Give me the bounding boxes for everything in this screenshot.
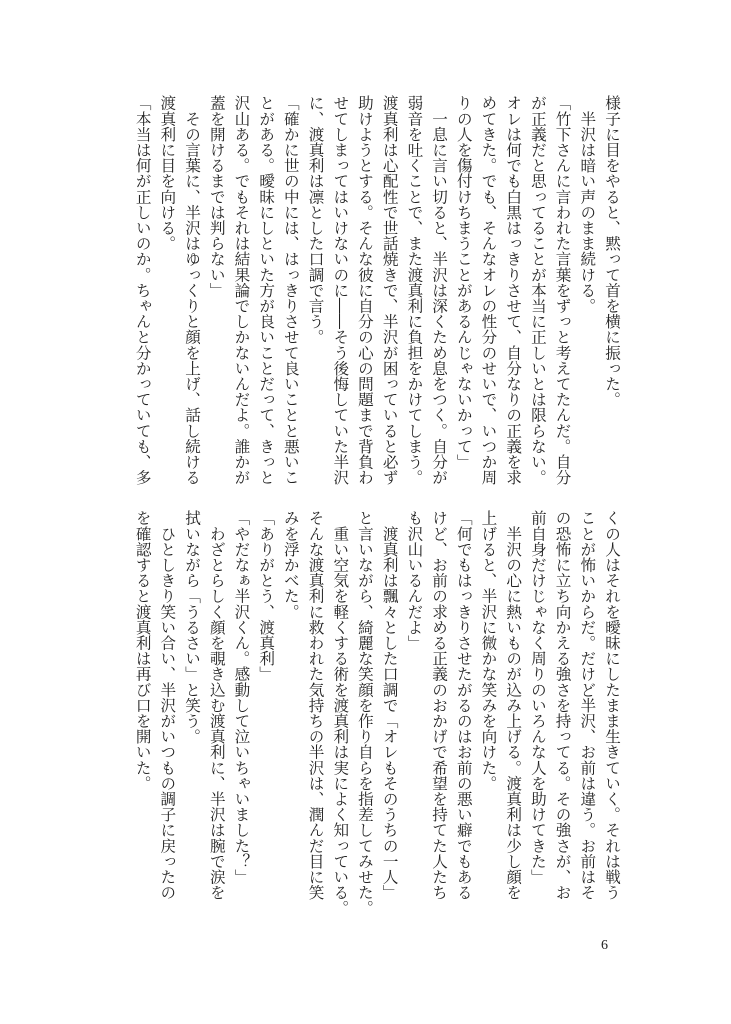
- text-line: 「何でもはっきりさせたがるのはお前の悪い癖でもある: [454, 510, 473, 900]
- text-line: 蓋を開けるまでは判らない」: [207, 95, 226, 298]
- text-line: 渡真利は飄々とした口調で「オレもそのうちの一人」: [380, 510, 399, 900]
- text-line: 一息に言い切ると、半沢は深くため息をつく。自分が: [430, 95, 449, 485]
- text-line: 前自身だけじゃなく周りのいろんな人を助けてきた」: [528, 510, 547, 885]
- page-number: 6: [601, 938, 608, 953]
- text-line: そんな渡真利に救われた気持ちの半沢は、潤んだ目に笑: [306, 510, 325, 900]
- text-line: 「本当は何が正しいのか。ちゃんと分かっていても、多: [133, 95, 152, 485]
- text-line: と言いながら、綺麗な笑顔を作り自らを指差してみせた。: [355, 510, 374, 916]
- text-line: その言葉に、半沢はゆっくりと顔を上げ、話し続ける: [183, 95, 202, 485]
- text-line: 沢山ある。でもそれは結果論でしかないんだよ。誰かが: [232, 95, 251, 485]
- text-line: せてしまってはいけないのに――そう後悔していた半沢: [331, 95, 350, 485]
- text-line: オレは何でも白黒はっきりさせて、自分なりの正義を求: [504, 95, 523, 485]
- text-line: 弱音を吐くことで、また渡真利に負担をかけてしまう。: [405, 95, 424, 485]
- text-line: 拭いながら「うるさい」と笑う。: [183, 510, 202, 744]
- text-line: ひとしきり笑い合い、半沢がいつもの調子に戻ったの: [158, 510, 177, 900]
- text-line: 上げると、半沢に微かな笑みを向けた。: [479, 510, 498, 791]
- text-line: めてきた。でも、そんなオレの性分のせいで、いつか周: [479, 95, 498, 485]
- text-block-lower: [130, 510, 624, 916]
- text-line: 様子に目をやると、黙って首を横に振った。: [603, 95, 621, 407]
- text-line: 半沢は暗い声のまま続ける。: [578, 95, 597, 314]
- text-line: 「やだなぁ半沢くん。感動して泣いちゃいました？」: [232, 510, 251, 885]
- text-line: りの人を傷付けちまうことがあるんじゃないかって」: [454, 95, 473, 470]
- text-line: みを浮かべた。: [281, 510, 300, 620]
- text-line: に、渡真利は凛とした口調で言う。: [306, 95, 325, 345]
- text-line: けど、お前の求める正義のおかげで希望を持てた人たち: [430, 510, 449, 900]
- text-line: 「ありがとう、渡真利」: [257, 510, 276, 682]
- text-line: の恐怖に立ち向かえる強さを持ってる。その強さが、お: [553, 510, 572, 900]
- text-line: が正義だと思ってることが本当に正しいとは限らない。: [528, 95, 547, 485]
- text-line: とがある。曖昧にしといた方が良いことだって、きっと: [257, 95, 276, 485]
- text-line: くの人はそれを曖昧にしたまま生きていく。それは戦う: [603, 510, 621, 900]
- text-line: 助けようとする。そんな彼に自分の心の問題まで背負わ: [355, 95, 374, 485]
- text-line: 「竹下さんに言われた言葉をずっと考えてたんだ。自分: [553, 95, 572, 485]
- text-line: を確認すると渡真利は再び口を開いた。: [133, 510, 152, 791]
- text-line: わざとらしく顔を覗き込む渡真利に、半沢は腕で涙を: [207, 510, 226, 900]
- text-line: 「確かに世の中には、はっきりさせて良いことと悪いこ: [281, 95, 300, 485]
- text-line: 渡真利は心配性で世話焼きで、半沢が困っていると必ず: [380, 95, 399, 485]
- text-line: ことが怖いからだ。だけど半沢、お前は違う。お前はそ: [578, 510, 597, 900]
- text-block-upper: [130, 95, 624, 497]
- text-line: 半沢の心に熱いものが込み上げる。渡真利は少し顔を: [504, 510, 523, 900]
- text-line: 渡真利に目を向ける。: [158, 95, 177, 251]
- text-line: 重い空気を軽くする術を渡真利は実によく知っている。: [331, 510, 350, 916]
- text-line: も沢山いるんだよ」: [405, 510, 424, 651]
